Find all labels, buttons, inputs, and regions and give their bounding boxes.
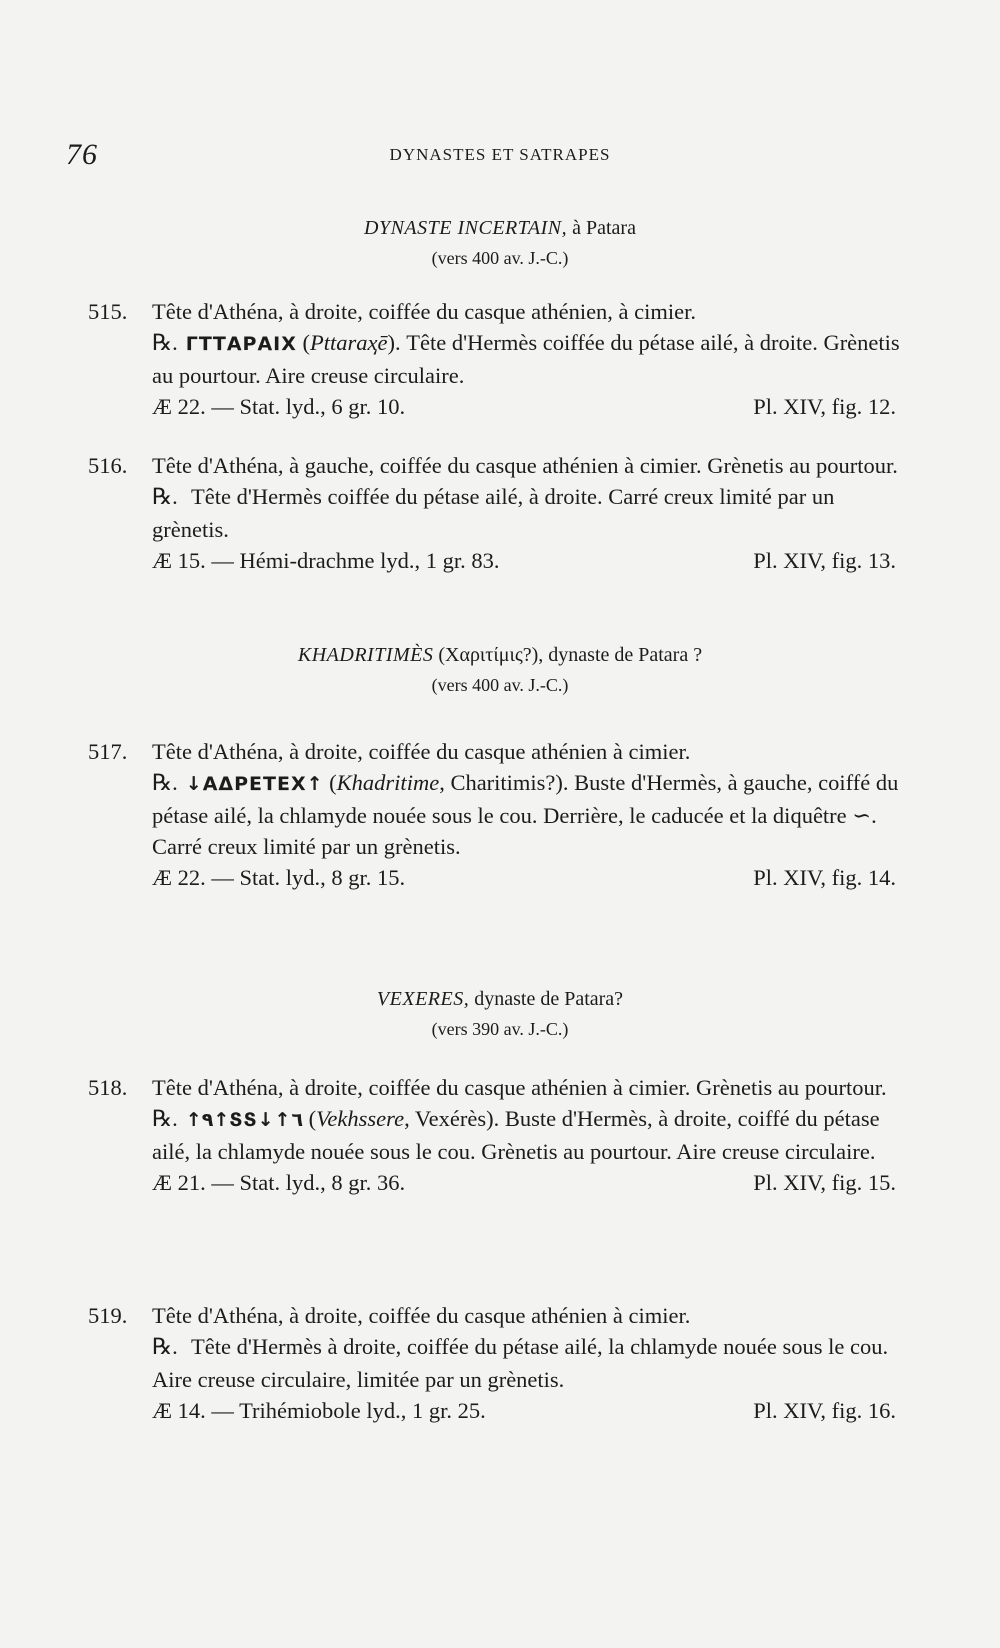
entry-obverse: Tête d'Athéna, à droite, coiffée du casque athénien à cimier. xyxy=(152,1303,691,1328)
legend-transliteration: Vekhssere xyxy=(316,1106,405,1131)
reverse-description: Tête d'Hermès coiffée du pétase ailé, à droite. Carré creux limité par un grènetis. xyxy=(152,484,835,542)
entry-metal-weight: Æ 21. — Stat. lyd., 8 gr. 36. xyxy=(152,1170,406,1195)
entry-metal-weight: Æ 15. — Hémi-drachme lyd., 1 gr. 83. xyxy=(152,548,500,573)
section-title-place: à Patara xyxy=(567,217,636,239)
entry-obverse: Tête d'Athéna, à droite, coiffée du casque athénien à cimier. xyxy=(152,739,691,764)
entry-reverse: ℞. ↓ΑΔΡΕΤΕΧ↑ (Khadritime, Charitimis?). Buste d'Hermès, à gauche, coiffé du pétase ailé, la chlamyde nouée sous le cou. Derrière, le caducée et la diquêtre ∽. Carré creux limité par un grènetis. xyxy=(152,770,899,859)
reverse-symbol: ℞. xyxy=(152,1334,178,1359)
entry-metal-weight: Æ 22. — Stat. lyd., 6 gr. 10. xyxy=(152,394,406,419)
reverse-description: Tête d'Hermès à droite, coiffée du pétase ailé, la chlamyde nouée sous le cou. Aire creuse circulaire, limitée par un grènetis. xyxy=(152,1334,889,1392)
entry-reverse xyxy=(88,1331,908,1395)
reverse-description: Tête d'Hermès coiffée du pétase ailé, à droite. Grènetis au pourtour. Aire creuse circulaire. xyxy=(152,330,900,388)
catalog-entry xyxy=(88,296,908,422)
entry-number: 518. xyxy=(88,1075,128,1100)
page-number: 76 xyxy=(66,138,98,171)
coin-legend: ↓ΑΔΡΕΤΕΧ↑ xyxy=(185,773,324,795)
section-heading xyxy=(0,984,1000,1044)
catalog-entry xyxy=(88,736,908,893)
section-date: (vers 400 av. J.-C.) xyxy=(431,248,569,268)
section-title-name: DYNASTE INCERTAIN, xyxy=(364,217,568,239)
entry-plate-ref: Pl. XIV, fig. 13. xyxy=(753,548,896,573)
entry-plate-ref: Pl. XIV, fig. 12. xyxy=(753,394,896,419)
reverse-symbol: ℞. xyxy=(152,770,178,795)
entry-plate-ref: Pl. XIV, fig. 14. xyxy=(753,865,896,890)
reverse-symbol: ℞. xyxy=(152,330,178,355)
section-title-place: dynaste de Patara? xyxy=(469,988,624,1010)
entry-metal-weight: Æ 14. — Trihémiobole lyd., 1 gr. 25. xyxy=(152,1398,486,1423)
section-title-name: VEXERES, xyxy=(376,988,470,1010)
legend-transliteration: Khadritime xyxy=(336,770,440,795)
entry-number: 519. xyxy=(88,1303,128,1328)
entry-number: 516. xyxy=(88,453,128,478)
section-date: (vers 390 av. J.-C.) xyxy=(431,1019,569,1039)
section-heading xyxy=(0,213,1000,273)
entry-reverse: ℞. ΓΤΤΑΡΑΙΧ (Pttaraҳē). Tête d'Hermès coiffée du pétase ailé, à droite. Grènetis au pourtour. Aire creuse circulaire. xyxy=(152,330,900,388)
catalog-entry xyxy=(88,1300,908,1426)
entry-obverse: Tête d'Athéna, à droite, coiffée du casque athénien à cimier. Grènetis au pourtour. xyxy=(152,1075,887,1100)
entry-reverse xyxy=(88,481,908,545)
entry-number: 517. xyxy=(88,739,128,764)
entry-reverse: ℞. ↑٩↑ՏՏ↓↑٦ (Vekhssere, Vexérès). Buste d'Hermès, à droite, coiffé du pétase ailé, la chlamyde nouée sous le cou. Grènetis au pourtour. Aire creuse circulaire. xyxy=(152,1106,880,1164)
reverse-symbol: ℞. xyxy=(152,484,178,509)
reverse-description: Buste d'Hermès, à droite, coiffé du pétase ailé, la chlamyde nouée sous le cou. Grènetis au pourtour. Aire creuse circulaire. xyxy=(152,1106,880,1164)
coin-legend: ΓΤΤΑΡΑΙΧ xyxy=(185,333,297,355)
section-date: (vers 400 av. J.-C.) xyxy=(431,675,569,695)
section-title-name: KHADRITIMÈS xyxy=(297,644,434,666)
entry-number: 515. xyxy=(88,299,128,324)
entry-plate-ref: Pl. XIV, fig. 15. xyxy=(753,1170,896,1195)
reverse-symbol: ℞. xyxy=(152,1106,178,1131)
entry-plate-ref: Pl. XIV, fig. 16. xyxy=(753,1398,896,1423)
running-head: DYNASTES ET SATRAPES xyxy=(389,145,611,164)
reverse-description: Buste d'Hermès, à gauche, coiffé du pétase ailé, la chlamyde nouée sous le cou. Derrière, le caducée et la diquêtre ∽. Carré creux limité par un grènetis. xyxy=(152,770,899,859)
catalog-entry xyxy=(88,1072,908,1198)
catalog-entry xyxy=(88,450,908,576)
section-title-place: (Χαριτίμις?), dynaste de Patara ? xyxy=(433,644,703,666)
entry-obverse: Tête d'Athéna, à gauche, coiffée du casque athénien à cimier. Grènetis au pourtour. xyxy=(152,453,898,478)
section-heading xyxy=(0,640,1000,700)
coin-legend: ↑٩↑ՏՏ↓↑٦ xyxy=(185,1109,304,1131)
legend-transliteration: Pttaraҳē xyxy=(310,330,388,355)
entry-metal-weight: Æ 22. — Stat. lyd., 8 gr. 15. xyxy=(152,865,406,890)
entry-obverse: Tête d'Athéna, à droite, coiffée du casque athénien, à cimier. xyxy=(152,299,697,324)
